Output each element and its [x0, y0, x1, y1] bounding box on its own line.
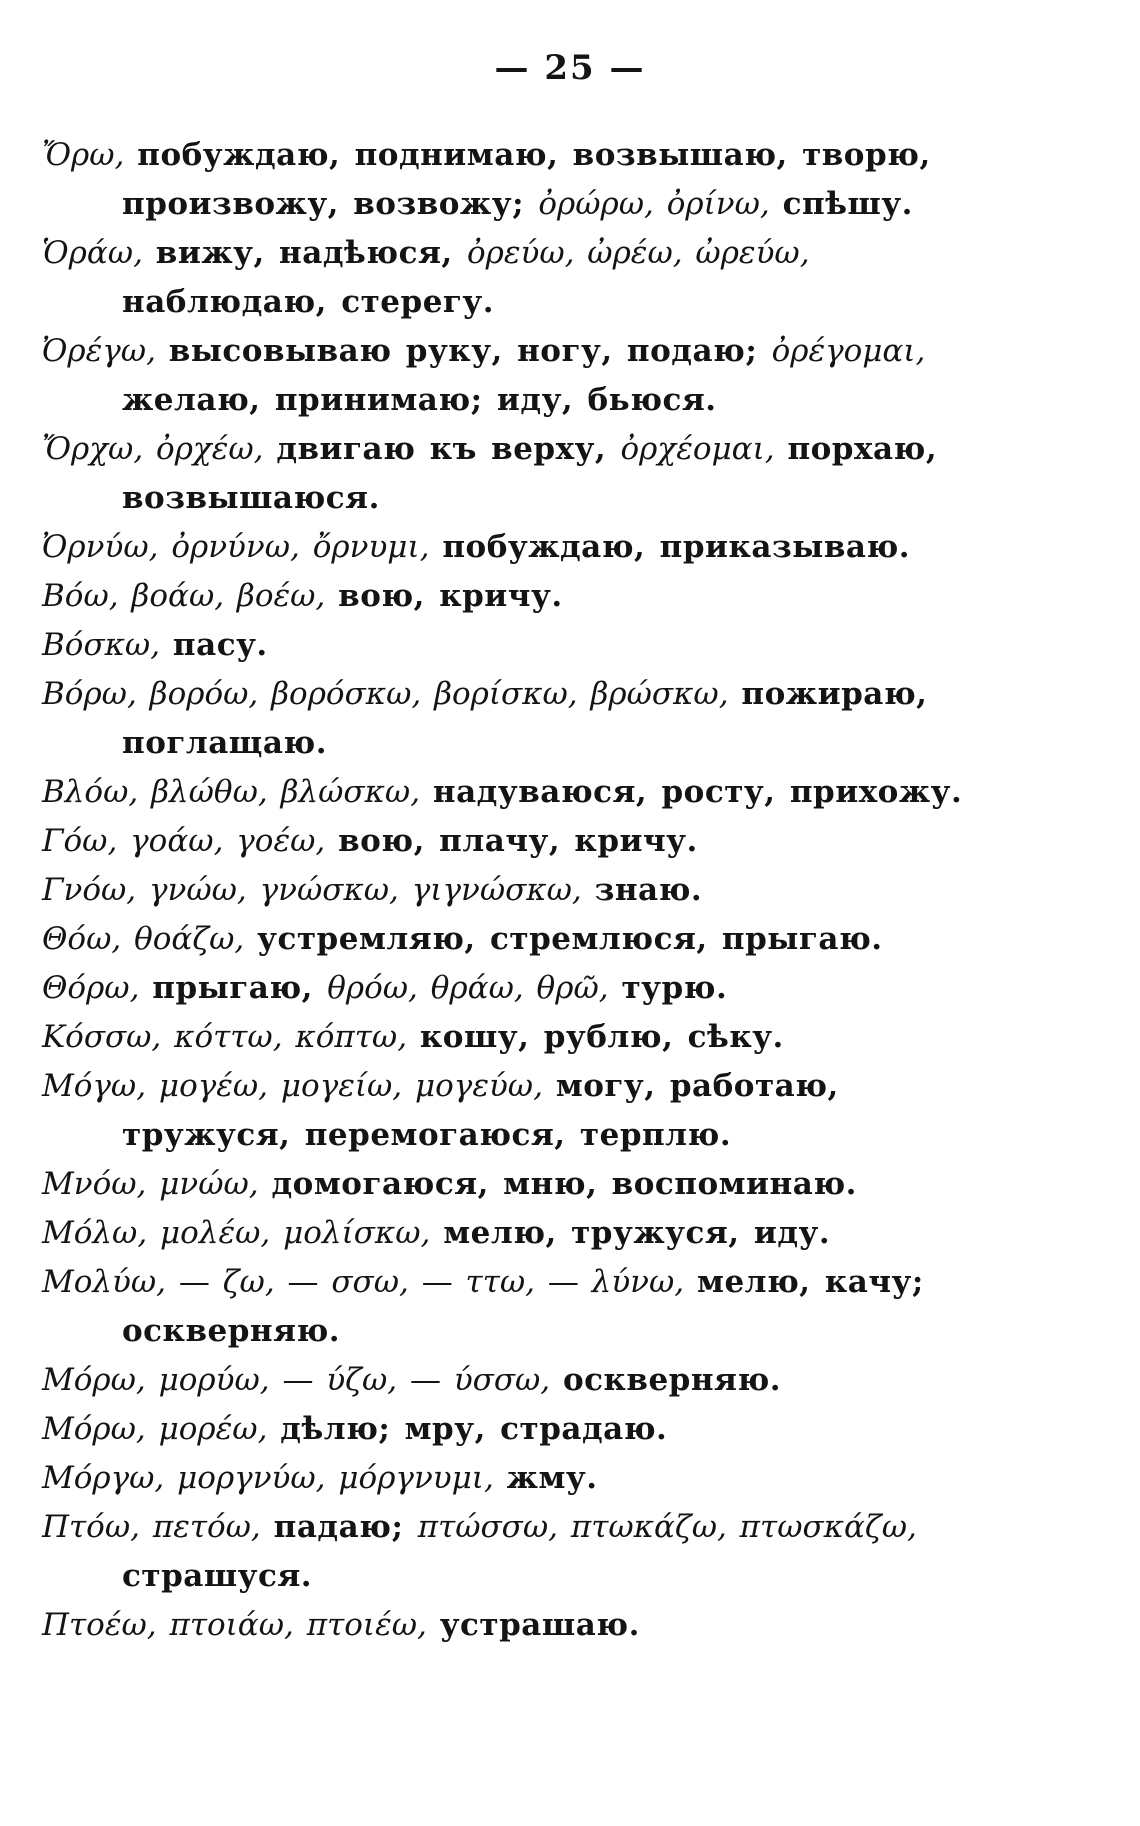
dictionary-entry — [42, 572, 1002, 621]
dictionary-entry — [42, 229, 1002, 327]
russian-meaning: наблюдаю, стерегу. — [122, 284, 495, 320]
russian-meaning: кошу, рублю, сѣку. — [419, 1019, 784, 1055]
dictionary-entry — [42, 131, 1002, 229]
dictionary-entry — [42, 1062, 1002, 1160]
greek-forms: Βλόω, βλώθω, βλώσκω, — [42, 774, 433, 810]
dictionary-entry — [42, 1503, 1002, 1601]
russian-meaning: порхаю, возвышаюся. — [122, 431, 938, 516]
greek-forms: ὀρχέομαι, — [620, 431, 788, 467]
greek-forms: Γόω, γοάω, γοέω, — [42, 823, 339, 859]
russian-meaning: устрашаю. — [439, 1607, 640, 1643]
dictionary-entry — [42, 1405, 1002, 1454]
dictionary-entry — [42, 817, 1002, 866]
dictionary-entry — [42, 327, 1002, 425]
greek-forms: Μόρω, μορέω, — [42, 1411, 281, 1447]
greek-forms: ὀρεύω, ὠρέω, ὠρεύω, — [466, 235, 810, 271]
dictionary-entry — [42, 768, 1002, 817]
dictionary-entry — [42, 523, 1002, 572]
russian-meaning: знаю. — [594, 872, 703, 908]
russian-meaning: двигаю къ верху, — [276, 431, 621, 467]
russian-meaning: вою, плачу, кричу. — [338, 823, 698, 859]
russian-meaning: падаю; — [273, 1509, 418, 1545]
dictionary-entry — [42, 425, 1002, 523]
russian-meaning: высовываю руку, ногу, подаю; — [168, 333, 772, 369]
russian-meaning: домогаюся, мню, воспоминаю. — [271, 1166, 857, 1202]
russian-meaning: побуждаю, приказываю. — [442, 529, 911, 565]
russian-meaning: пожираю, поглащаю. — [122, 676, 928, 761]
greek-forms: Μόρω, μορύω, — ύζω, — ύσσω, — [42, 1362, 563, 1398]
greek-forms: Κόσσω, κόττω, κόπτω, — [42, 1019, 420, 1055]
russian-meaning: желаю, принимаю; иду, бьюся. — [122, 382, 717, 418]
greek-forms: Θόρω, — [42, 970, 153, 1006]
russian-meaning: дѣлю; мру, страдаю. — [280, 1411, 668, 1447]
dictionary-entry — [42, 1258, 1002, 1356]
dictionary-entry — [42, 670, 1002, 768]
dictionary-entry — [42, 866, 1002, 915]
greek-forms: Ὄρω, — [42, 137, 138, 173]
russian-meaning: вижу, надѣюся, — [155, 235, 467, 271]
russian-meaning: вою, кричу. — [338, 578, 563, 614]
greek-forms: Πτοέω, πτοιάω, πτοιέω, — [42, 1607, 440, 1643]
greek-forms: Μόλω, μολέω, μολίσκω, — [42, 1215, 444, 1251]
page-number: — 25 — — [494, 48, 646, 88]
russian-meaning: спѣшу. — [782, 186, 913, 222]
russian-meaning: пасу. — [172, 627, 268, 663]
greek-forms: Ὀρνύω, ὀρνύνω, ὄρνυμι, — [42, 529, 443, 565]
greek-forms: Μολύω, — ζω, — σσω, — ττω, — λύνω, — [42, 1264, 698, 1300]
russian-meaning: мелю, качу; оскверняю. — [122, 1264, 924, 1349]
greek-forms: θρόω, θράω, θρῶ, — [327, 970, 622, 1006]
dictionary-entry — [42, 915, 1002, 964]
dictionary-entry — [42, 1160, 1002, 1209]
dictionary-entry — [42, 1013, 1002, 1062]
greek-forms: Γνόω, γνώω, γνώσκω, γιγνώσκω, — [42, 872, 595, 908]
russian-meaning: жму. — [506, 1460, 598, 1496]
russian-meaning: побуждаю, поднимаю, возвышаю, творю, произвожу, возвожу; — [122, 137, 931, 222]
greek-forms: Ὄρχω, ὀρχέω, — [42, 431, 277, 467]
russian-meaning: мелю, тружуся, иду. — [443, 1215, 831, 1251]
dictionary-entry — [42, 1209, 1002, 1258]
russian-meaning: устремляю, стремлюся, прыгаю. — [257, 921, 883, 957]
greek-forms: ὀρέγομαι, — [771, 333, 926, 369]
russian-meaning: надуваюся, росту, прихожу. — [432, 774, 963, 810]
russian-meaning: могу, работаю, тружуся, перемогаюся, терплю. — [122, 1068, 839, 1153]
greek-forms: Θόω, θοάζω, — [42, 921, 258, 957]
greek-forms: Ὁράω, — [42, 235, 156, 271]
dictionary-entry — [42, 964, 1002, 1013]
russian-meaning: прыгаю, — [152, 970, 328, 1006]
greek-forms: Βόσκω, — [42, 627, 173, 663]
russian-meaning: страшуся. — [122, 1558, 313, 1594]
dictionary-entry — [42, 621, 1002, 670]
greek-forms: Πτόω, πετόω, — [42, 1509, 274, 1545]
greek-forms: Ὀρέγω, — [42, 333, 169, 369]
dictionary-entry — [42, 1356, 1002, 1405]
greek-forms: Μνόω, μνώω, — [42, 1166, 272, 1202]
greek-forms: Μόγω, μογέω, μογείω, μογεύω, — [42, 1068, 556, 1104]
dictionary-entry — [42, 1601, 1002, 1650]
dictionary-entries — [42, 131, 1002, 1650]
russian-meaning: турю. — [621, 970, 728, 1006]
greek-forms: Βόρω, βορόω, βορόσκω, βορίσκω, βρώσκω, — [42, 676, 742, 712]
greek-forms: Μόργω, μοργνύω, μόργνυμι, — [42, 1460, 507, 1496]
greek-forms: ὀρώρω, ὀρίνω, — [538, 186, 783, 222]
russian-meaning: оскверняю. — [562, 1362, 782, 1398]
greek-forms: πτώσσω, πτωκάζω, πτωσκάζω, — [417, 1509, 917, 1545]
dictionary-entry — [42, 1454, 1002, 1503]
greek-forms: Βόω, βοάω, βοέω, — [42, 578, 339, 614]
